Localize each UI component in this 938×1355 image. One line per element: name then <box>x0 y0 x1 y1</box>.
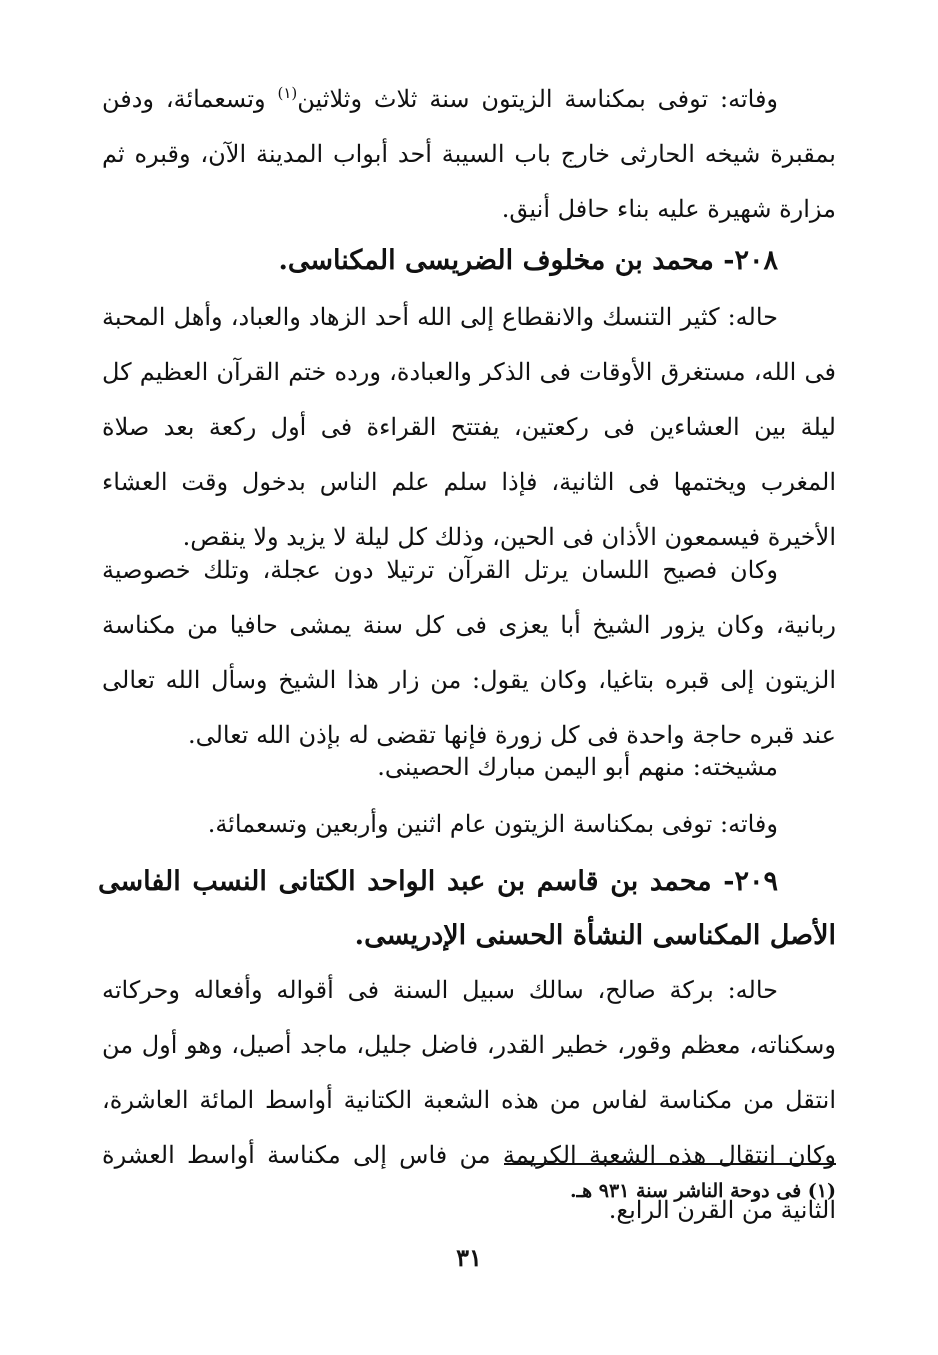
entry-heading-209: ٢٠٩- محمد بن قاسم بن عبد الواحد الكتانى النسب الفاسى الأصل المكناسى النشأة الحسنى الإدريسى. <box>98 866 836 951</box>
paragraph-text: وفاته: توفى بمكناسة الزيتون سنة ثلاث وثلاثين <box>297 85 779 113</box>
paragraph-teachers-208: مشيخته: منهم أبو اليمن مبارك الحصينى. <box>377 753 778 781</box>
entry-heading-208: ٢٠٨- محمد بن مخلوف الضريسى المكناسى. <box>278 245 778 276</box>
paragraph-text: وتسعمائة، ودفن بمقبرة شيخه الحارثى خارج باب السيبة أحد أبواب المدينة الآن، وقبره ثم مزارة شهيرة عليه بناء حافل أنيق. <box>102 85 836 223</box>
page-number: ٣١ <box>456 1243 482 1272</box>
paragraph-death-1 <box>102 72 836 237</box>
paragraph-character-208: وكان فصيح اللسان يرتل القرآن ترتيلا دون عجلة، وتلك خصوصية ربانية، وكان يزور الشيخ أبا يعزى فى كل سنة يمشى حافيا من مكناسة الزيتون إلى قبره بتاغيا، وكان يقول: من زار هذا الشيخ وسأل الله تعالى عند قبره حاجة واحدة فى كل زورة فإنها تقضى له بإذن الله تعالى. <box>102 556 836 749</box>
footnote: (١) فى دوحة الناشر سنة ٩٣١ هـ. <box>569 1180 836 1202</box>
footnote-divider <box>504 1163 836 1165</box>
footnote-reference: (١) <box>277 84 298 102</box>
paragraph-biography-209: حاله: بركة صالح، سالك سبيل السنة فى أقواله وأفعاله وحركاته وسكناته، معظم وقور، خطير القدر، فاضل جليل، ماجد أصيل، وهو أول من انتقل من مكناسة لفاس من هذه الشعبة الكتانية أواسط المائة العاشرة، وكان انتقال هذه الشعبة الكريمة من فاس إلى مكناسة أواسط العشرة الثانية من القرن الرابع. <box>102 976 837 1224</box>
paragraph-biography-208: حاله: كثير التنسك والانقطاع إلى الله أحد الزهاد والعباد، وأهل المحبة فى الله، مستغرق الأوقات فى الذكر والعبادة، ورده ختم القرآن العظيم كل ليلة بين العشاءين فى ركعتين، يفتتح القراءة فى أول ركعة بعد صلاة المغرب ويختمها فى الثانية، فإذا سلم علم الناس بدخول وقت العشاء الأخيرة فيسمعون الأذان فى الحين، وذلك كل ليلة لا يزيد ولا ينقص. <box>102 303 836 551</box>
paragraph-death-208: وفاته: توفى بمكناسة الزيتون عام اثنين وأربعين وتسعمائة. <box>207 810 778 838</box>
